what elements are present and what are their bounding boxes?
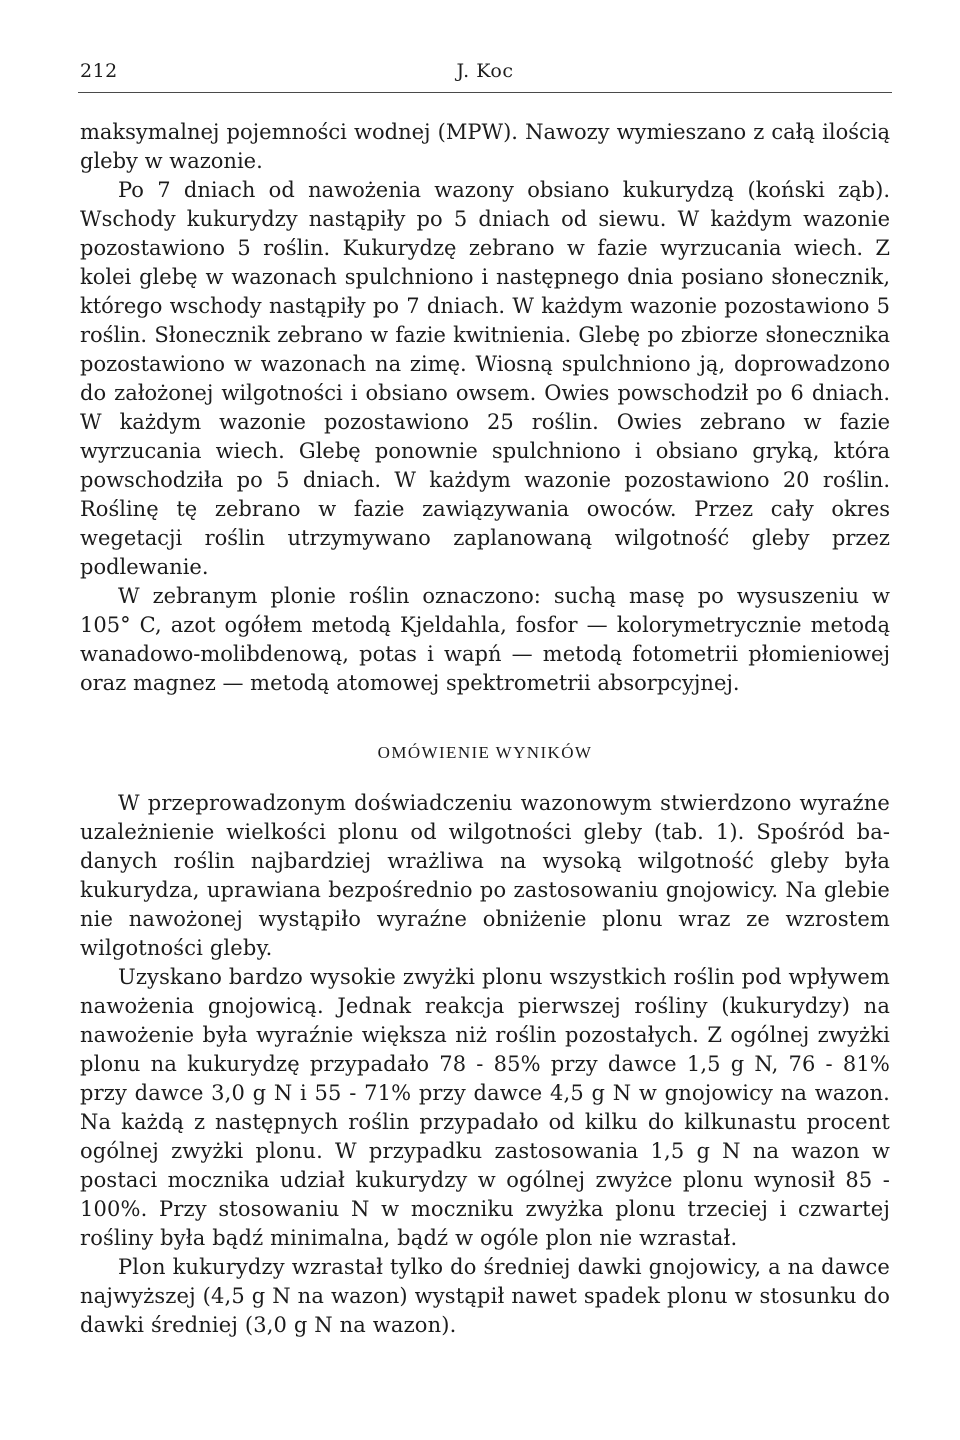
running-head	[80, 60, 890, 90]
paragraph-methods-analysis: W zebranym plonie roślin oznaczono: suchą masę po wysuszeniu w 105° C, azot ogółem metodą Kjeldahla, fosfor — kolorymetrycznie metodą wanadowo-molibdenową, potas i wapń — metodą fotometrii płomieniowej oraz magnez — metodą atomowej spektrometrii absorpcyjnej.	[80, 584, 890, 695]
section-heading: OMÓWIENIE WYNIKÓW	[377, 743, 593, 762]
page-number: 212	[80, 60, 118, 82]
paragraph-continued: maksymalnej pojemności wodnej (MPW). Nawozy wymieszano z całą ilością gleby w wazonie.	[80, 120, 890, 173]
results-section	[80, 789, 890, 1340]
header-rule	[78, 92, 892, 93]
paragraph-methods-crops: Po 7 dniach od nawożenia wazony obsiano kukurydzą (koński ząb). Wschody kukurydzy nastąpiły po 5 dniach od siewu. W każdym wazonie pozostawiono 5 roślin. Kukurydzę zebrano w fazie wyrzucania wiech. Z kolei glebę w wazonach spulchniono i następnego dnia posiano słonecznik, którego wschody nastąpiły po 7 dniach. W każdym wazonie pozostawiono 5 roślin. Słonecznik zebrano w fazie kwitnienia. Glebę po zbiorze słonecznika pozostawiono w wazonach na zimę. Wiosną spulchniono ją, doprowadzono do założonej wilgotności i obsiano owsem. Owies powschodził po 6 dniach. W każdym wazonie pozostawiono 25 roślin. Owies zebrano w fazie wyrzucania wiech. Glebę ponownie spulchniono i obsiano gryką, która powschodziła po 5 dniach. W każdym wazonie pozostawiono 20 roślin. Roślinę tę zebrano w fazie zawiązywania owoców. Przez cały okres wegetacji roślin utrzymywano zaplanowaną wilgotność gleby przez podlewanie.	[80, 178, 890, 579]
running-title: J. Koc	[456, 60, 514, 82]
article-body	[80, 118, 890, 1340]
paragraph-results-1: W przeprowadzonym doświadczeniu wazonowym stwierdzono wyraźne uzależnienie wielkości plonu od wilgotności gleby (tab. 1). Spośród badanych roślin najbardziej wrażliwa na wysoką wilgotność gleby była kukurydza, uprawiana bezpośrednio po zastosowaniu gnojowicy. Na glebie nie nawożonej wystąpiło wyraźne obniżenie plonu wraz ze wzrostem wilgotności gleby.	[80, 791, 890, 960]
paragraph-results-3: Plon kukurydzy wzrastał tylko do średniej dawki gnojowicy, a na dawce najwyższej (4,5 g N na wazon) wystąpił nawet spadek plonu w stosunku do dawki średniej (3,0 g N na wazon).	[80, 1255, 890, 1337]
paragraph-results-2: Uzyskano bardzo wysokie zwyżki plonu wszystkich roślin pod wpływem nawożenia gnojowicą. Jednak reakcja pierwszej rośliny (kukurydzy) na nawożenie była wyraźnie większa niż roślin pozostałych. Z ogólnej zwyżki plonu na kukurydzę przypadało 78 - 85% przy dawce 1,5 g N, 76 - 81% przy dawce 3,0 g N i 55 - 71% przy dawce 4,5 g N w gnojowicy na wazon. Na każdą z następnych roślin przypadało od kilku do kilkunastu procent ogólnej zwyżki plonu. W przypadku zastosowania 1,5 g N na wazon w postaci mocznika udział kukurydzy w ogólnej zwyżce plonu wynosił 85 - 100%. Przy stosowaniu N w moczniku zwyżka plonu trzeciej i czwartej rośliny była bądź minimalna, bądź w ogóle plon nie wzrastał.	[80, 965, 890, 1250]
